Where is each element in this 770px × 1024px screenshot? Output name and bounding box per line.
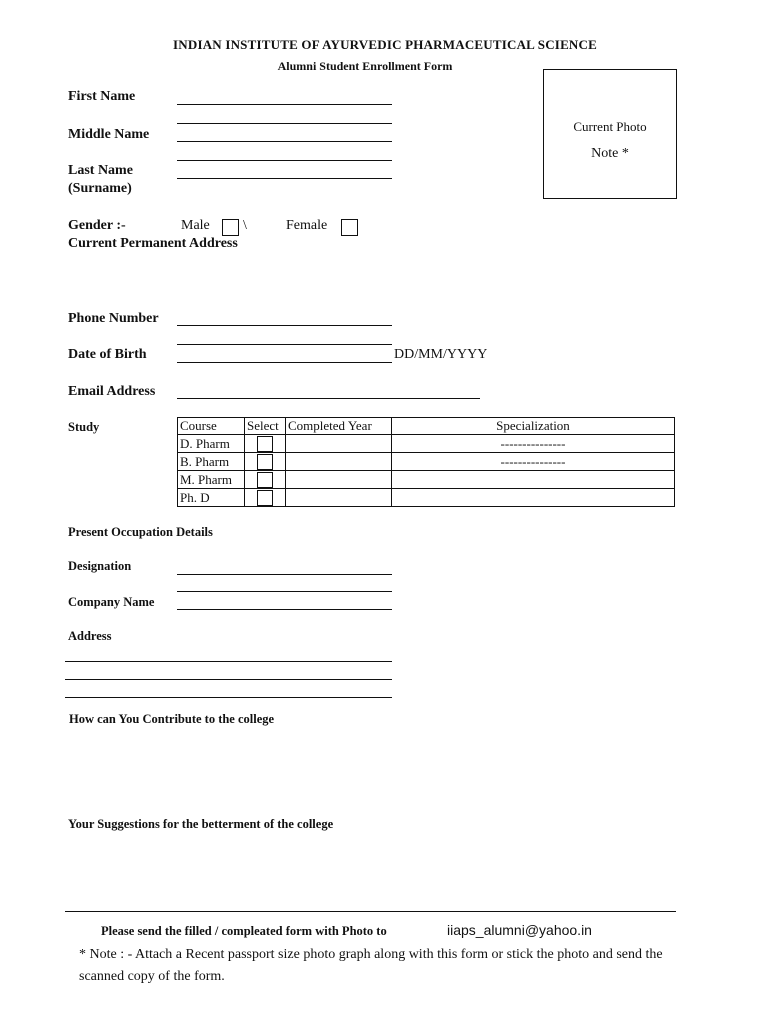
occupation-address-label: Address (68, 629, 112, 643)
last-name-field[interactable] (177, 160, 392, 161)
male-checkbox[interactable] (222, 219, 239, 236)
specialization-cell[interactable] (392, 489, 675, 507)
occupation-address-line-2[interactable] (65, 679, 392, 680)
table-row (178, 435, 675, 453)
middle-name-field-2[interactable] (177, 141, 392, 142)
occupation-address-line-3[interactable] (65, 697, 392, 698)
company-line-top (177, 591, 392, 592)
completed-year-cell[interactable] (286, 435, 392, 453)
phone-field[interactable] (177, 325, 392, 326)
table-header-row (178, 418, 675, 435)
company-field[interactable] (177, 609, 392, 610)
select-checkbox[interactable] (257, 490, 273, 506)
course-cell: M. Pharm (178, 471, 245, 489)
table-row (178, 453, 675, 471)
course-header: Course (178, 418, 245, 435)
middle-name-label: Middle Name (68, 127, 150, 142)
select-header: Select (245, 418, 286, 435)
dob-field[interactable] (177, 362, 392, 363)
company-label: Company Name (68, 595, 155, 609)
photo-note: Note * (591, 146, 629, 161)
study-label: Study (68, 420, 100, 434)
footer-divider (65, 911, 676, 912)
surname-field[interactable] (177, 178, 392, 179)
specialization-cell[interactable] (392, 471, 675, 489)
specialization-cell[interactable]: --------------- (392, 453, 675, 471)
form-subtitle: Alumni Student Enrollment Form (277, 59, 453, 73)
address-label: Current Permanent Address (68, 236, 238, 251)
send-instruction: Please send the filled / compleated form with Photo to (101, 924, 387, 938)
contact-email[interactable]: iiaps_alumni@yahoo.in (447, 922, 592, 938)
completed-year-header: Completed Year (286, 418, 392, 435)
last-name-label: Last Name (68, 163, 133, 178)
footer-note: * Note : - Attach a Recent passport size photo graph along with this form or stick the photo and send the scanned copy of the form. (79, 947, 663, 984)
study-table (177, 417, 675, 507)
select-checkbox[interactable] (257, 454, 273, 470)
specialization-cell[interactable]: --------------- (392, 435, 675, 453)
completed-year-cell[interactable] (286, 489, 392, 507)
course-cell: Ph. D (178, 489, 245, 507)
dob-label: Date of Birth (68, 347, 147, 362)
phone-label: Phone Number (68, 311, 159, 326)
table-row (178, 471, 675, 489)
first-name-label: First Name (68, 89, 136, 104)
select-checkbox[interactable] (257, 436, 273, 452)
dob-format: DD/MM/YYYY (394, 347, 488, 362)
gender-label: Gender :- (68, 218, 126, 233)
designation-field[interactable] (177, 574, 392, 575)
select-checkbox[interactable] (257, 472, 273, 488)
email-label: Email Address (68, 384, 156, 399)
occupation-heading: Present Occupation Details (68, 525, 213, 539)
gender-separator: \ (243, 218, 247, 233)
suggestions-label: Your Suggestions for the betterment of the college (68, 817, 334, 831)
email-field[interactable] (177, 398, 480, 399)
completed-year-cell[interactable] (286, 471, 392, 489)
first-name-field[interactable] (177, 104, 392, 105)
occupation-address-line-1[interactable] (65, 661, 392, 662)
completed-year-cell[interactable] (286, 453, 392, 471)
middle-name-field[interactable] (177, 123, 392, 124)
contribute-label: How can You Contribute to the college (69, 712, 275, 726)
male-label: Male (181, 218, 210, 233)
dob-line-top (177, 344, 392, 345)
female-label: Female (286, 218, 328, 233)
table-row (178, 489, 675, 507)
course-cell: D. Pharm (178, 435, 245, 453)
female-checkbox[interactable] (341, 219, 358, 236)
specialization-header: Specialization (392, 418, 675, 435)
form-title: INDIAN INSTITUTE OF AYURVEDIC PHARMACEUTICAL SCIENCE (173, 37, 597, 52)
surname-label: (Surname) (68, 181, 132, 196)
designation-label: Designation (68, 559, 132, 573)
photo-caption: Current Photo (573, 119, 647, 134)
course-cell: B. Pharm (178, 453, 245, 471)
